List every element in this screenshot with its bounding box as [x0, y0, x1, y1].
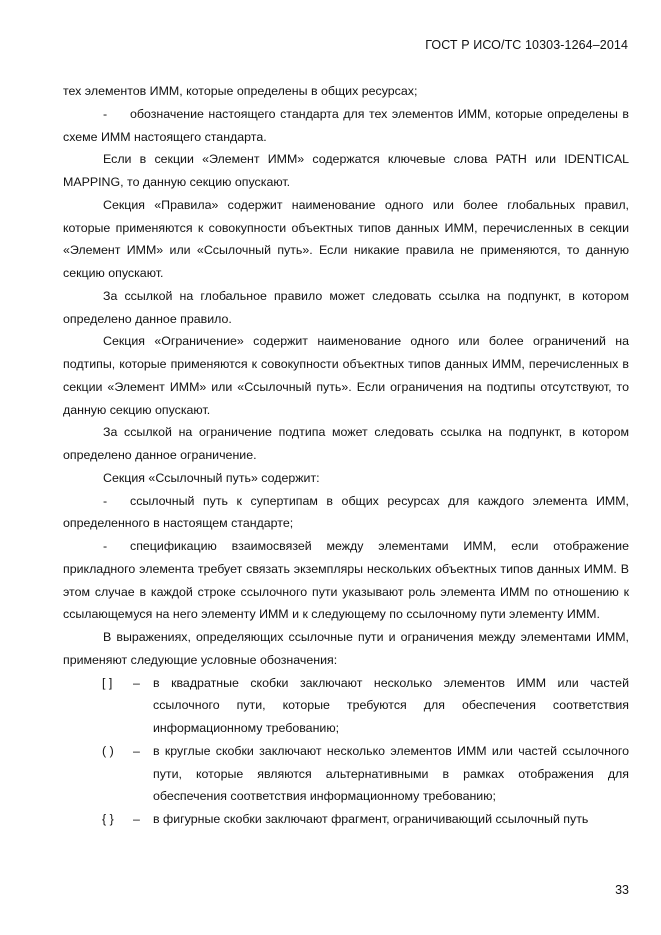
paragraph: За ссылкой на ограничение подтипа может следовать ссылка на подпункт, в котором определено данное ограничение. — [63, 425, 629, 462]
symbol-dash: – — [133, 743, 140, 758]
list-item-text: ссылочный путь к супертипам в общих ресурсах для каждого элемента ИММ, определенного в настоящем стандарте; — [63, 493, 629, 531]
paragraph: Секция «Ограничение» содержит наименование одного или более ограничений на подтипы, которые применяются к совокупности объектных типов данных ИММ, перечисленных в секции «Элемент ИММ» или «Ссылочный путь». Если ограничения на подтипы отсутствуют, то данную секцию опускают. — [63, 334, 629, 417]
list-item-text: спецификацию взаимосвязей между элементами ИММ, если отображение прикладного элемента требует связать экземпляры нескольких объектных типов данных ИММ. В этом случае в каждой строке ссылочного пути указывают роль элемента ИММ по отношению к ссылающемуся на него элементу ИММ и к следующему по ссылочному пути элементу ИММ. — [63, 539, 629, 622]
paragraph: Секция «Ссылочный путь» содержит: — [103, 470, 320, 485]
list-item — [63, 535, 629, 626]
paragraph: тех элементов ИММ, которые определены в общих ресурсах; — [63, 84, 418, 98]
list-marker: - — [103, 493, 108, 508]
symbol-dash: – — [133, 812, 140, 826]
symbol-text: в фигурные скобки заключают фрагмент, ограничивающий ссылочный путь — [153, 812, 589, 826]
list-marker: - — [103, 106, 108, 121]
list-item — [63, 490, 629, 536]
list-item — [63, 103, 629, 149]
symbol-text: в круглые скобки заключают несколько элементов ИММ или частей ссылочного пути, которые являются альтернативными в рамках отображения для обеспечения соответствия информационному требованию; — [153, 743, 629, 804]
paragraph: Если в секции «Элемент ИММ» содержатся ключевые слова PATH или IDENTICAL MAPPING, то данную секцию опускают. — [63, 152, 629, 189]
document-header: ГОСТ Р ИСО/ТС 10303-1264–2014 — [425, 38, 628, 52]
symbol-definition — [63, 740, 629, 808]
symbol-text: в квадратные скобки заключают несколько элементов ИММ или частей ссылочного пути, которые требуются для обеспечения соответствия информационному требованию; — [153, 675, 629, 735]
symbol-definition — [63, 808, 629, 831]
symbol-dash: – — [133, 675, 140, 690]
symbol-definition — [63, 672, 629, 740]
list-marker: - — [103, 539, 108, 553]
symbol-marker: [ ] — [102, 675, 113, 690]
paragraph: За ссылкой на глобальное правило может следовать ссылка на подпункт, в котором определено данное правило. — [63, 288, 629, 326]
document-body — [63, 80, 629, 831]
paragraph: В выражениях, определяющих ссылочные пути и ограничения между элементами ИММ, применяют следующие условные обозначения: — [63, 630, 629, 667]
page-number: 33 — [615, 883, 629, 897]
paragraph: Секция «Правила» содержит наименование одного или более глобальных правил, которые применяются к совокупности объектных типов данных ИММ, перечисленных в секции «Элемент ИММ» или «Ссылочный путь». Если никакие правила не применяются, то данную секцию опускают. — [63, 197, 629, 280]
list-item-text: обозначение настоящего стандарта для тех элементов ИММ, которые определены в схеме ИММ настоящего стандарта. — [63, 106, 629, 144]
symbol-marker: { } — [102, 812, 114, 826]
symbol-marker: ( ) — [102, 743, 114, 758]
